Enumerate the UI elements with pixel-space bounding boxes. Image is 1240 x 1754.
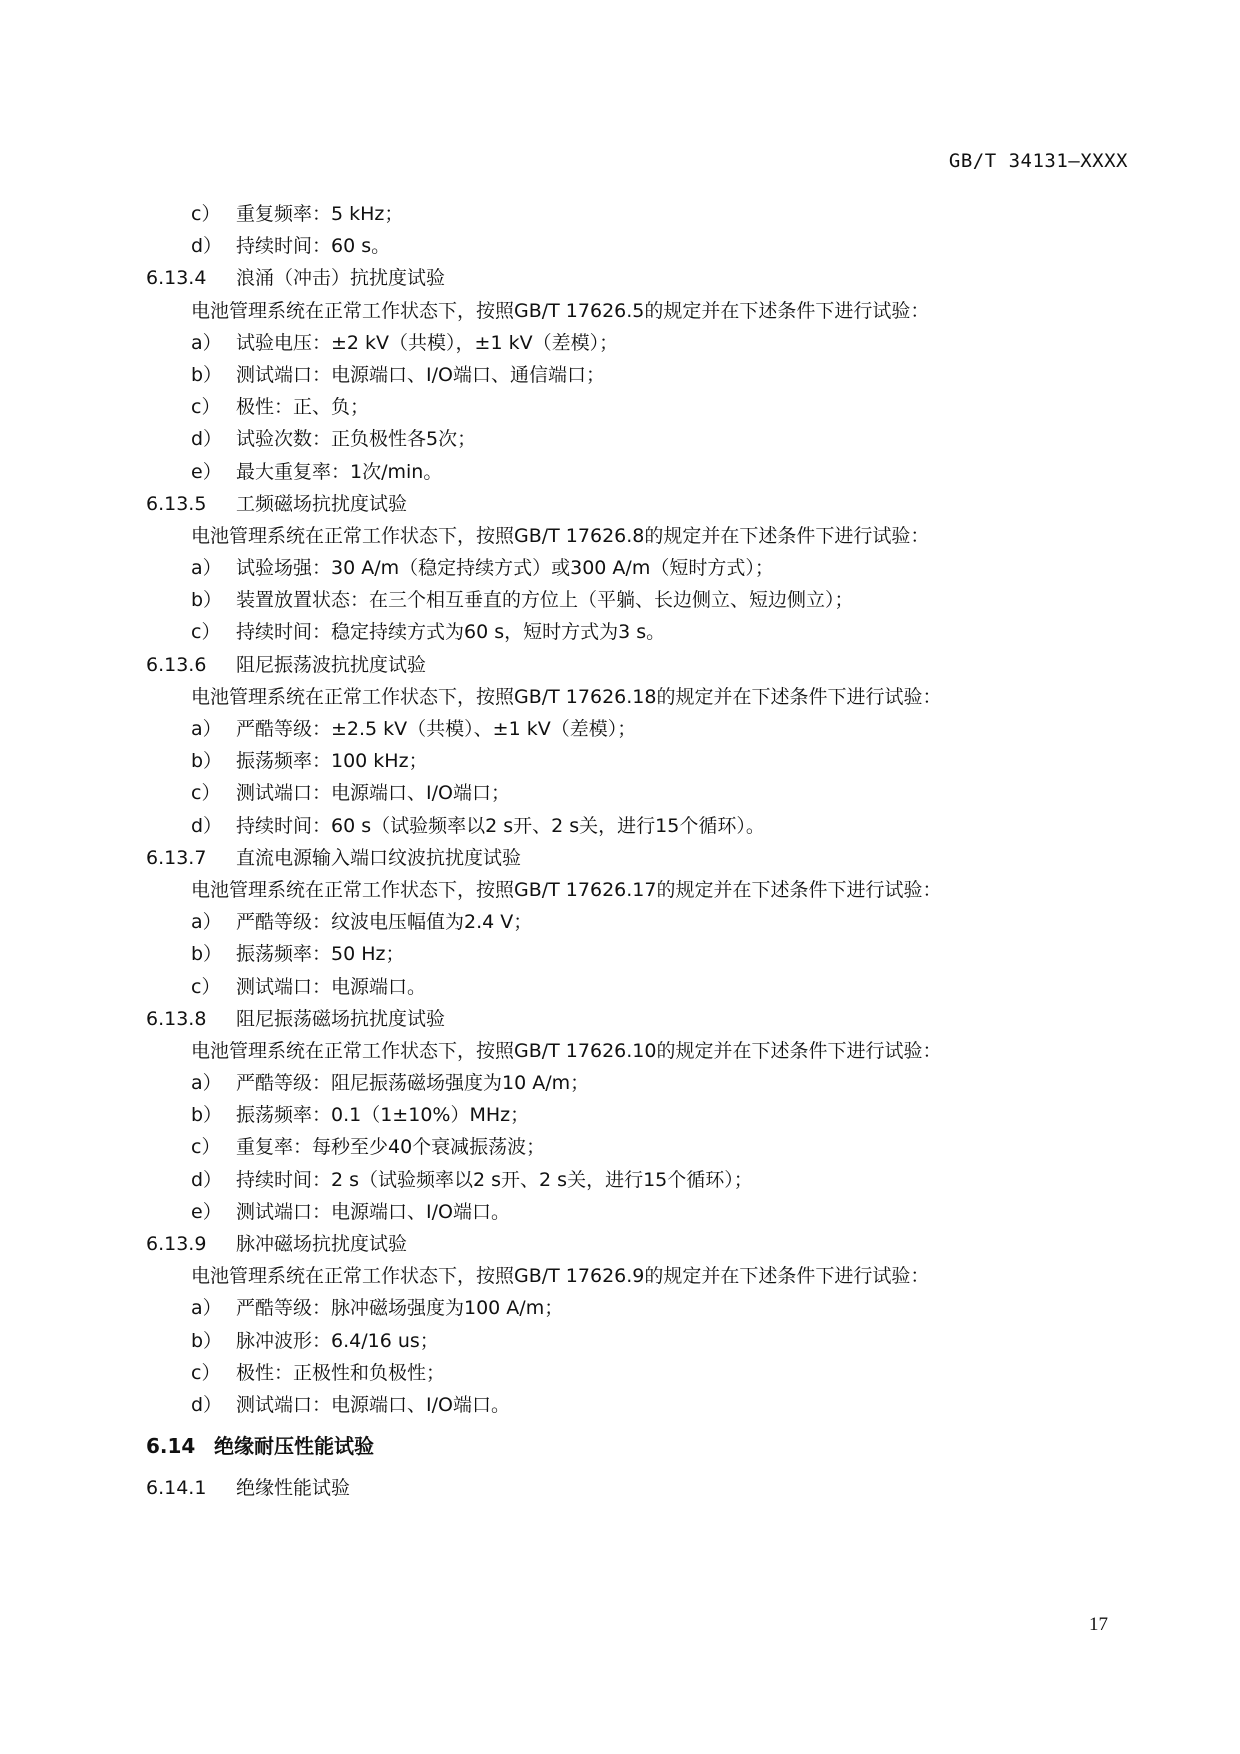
clause-intro: 电池管理系统在正常工作状态下，按照GB/T 17626.9的规定并在下述条件下进行试验： (191, 1265, 930, 1288)
subsection-heading (146, 1469, 1136, 1507)
list-item-text: 试验次数：正负极性各5次； (236, 428, 477, 451)
list-item (146, 971, 1136, 1003)
list-item (146, 391, 1136, 423)
list-item (146, 938, 1136, 970)
page-number: 17 (1089, 1614, 1108, 1635)
list-item-text: 振荡频率：100 kHz； (236, 750, 428, 773)
subsection-title: 绝缘性能试验 (236, 1477, 351, 1500)
list-item (146, 584, 1136, 616)
clause-heading (146, 1003, 1136, 1035)
list-item-marker: d） (191, 1393, 223, 1416)
list-item-marker: d） (191, 814, 223, 837)
list-item (146, 1131, 1136, 1163)
list-item-marker: c） (191, 975, 221, 998)
list-item-text: 测试端口：电源端口、I/O端口； (236, 782, 510, 805)
list-item-marker: e） (191, 460, 222, 483)
clause-heading (146, 262, 1136, 294)
clause-title: 工频磁场抗扰度试验 (236, 492, 408, 515)
list-item-marker: a） (191, 911, 222, 934)
subsection-number: 6.14.1 (146, 1477, 207, 1500)
list-item-text: 严酷等级：脉冲磁场强度为100 A/m； (236, 1297, 564, 1320)
list-item-marker: e） (191, 1200, 222, 1223)
list-item (146, 745, 1136, 777)
clause-title: 浪涌（冲击）抗扰度试验 (236, 267, 446, 290)
clause-number: 6.13.6 (146, 653, 207, 676)
list-item-marker: d） (191, 1168, 223, 1191)
list-item (146, 198, 1136, 230)
list-item-text: 极性：正、负； (236, 396, 370, 419)
list-item-marker: c） (191, 621, 221, 644)
clause-intro: 电池管理系统在正常工作状态下，按照GB/T 17626.8的规定并在下述条件下进行试验： (191, 524, 930, 547)
clause-title: 直流电源输入端口纹波抗扰度试验 (236, 846, 522, 869)
continuation-list (146, 198, 1136, 262)
section-title: 绝缘耐压性能试验 (214, 1434, 374, 1459)
clause-intro: 电池管理系统在正常工作状态下，按照GB/T 17626.5的规定并在下述条件下进行试验： (191, 299, 930, 322)
list-item-marker: c） (191, 396, 221, 419)
list-item-marker: a） (191, 557, 222, 580)
list-item (146, 327, 1136, 359)
list-item (146, 1292, 1136, 1324)
list-item-text: 极性：正极性和负极性； (236, 1361, 446, 1384)
list-item-marker: a） (191, 1072, 222, 1095)
section-heading (146, 1427, 1136, 1465)
section-number: 6.14 (146, 1434, 196, 1459)
list-item-text: 重复频率：5 kHz； (236, 203, 404, 225)
clause-title: 阻尼振荡磁场抗扰度试验 (236, 1007, 446, 1030)
clause-heading (146, 842, 1136, 874)
clause-number: 6.13.8 (146, 1007, 207, 1030)
list-item-text: 严酷等级：阻尼振荡磁场强度为10 A/m； (236, 1072, 590, 1095)
list-item (146, 1164, 1136, 1196)
list-item-text: 脉冲波形：6.4/16 us； (236, 1329, 439, 1352)
list-item-text: 持续时间：2 s（试验频率以2 s开、2 s关，进行15个循环）； (236, 1168, 753, 1191)
list-item (146, 713, 1136, 745)
list-item (146, 616, 1136, 648)
standard-code: GB/T 34131—XXXX (948, 150, 1128, 172)
list-item-text: 持续时间：稳定持续方式为60 s，短时方式为3 s。 (236, 621, 666, 644)
list-item-text: 持续时间：60 s（试验频率以2 s开、2 s关，进行15个循环）。 (236, 814, 765, 837)
list-item-text: 最大重复率：1次/min。 (236, 460, 443, 483)
list-item-marker: b） (191, 1104, 223, 1127)
list-item-text: 持续时间：60 s。 (236, 235, 391, 258)
list-item (146, 230, 1136, 262)
list-item-marker: d） (191, 235, 223, 258)
list-item (146, 1196, 1136, 1228)
list-item-marker: b） (191, 750, 223, 773)
list-item-text: 装置放置状态：在三个相互垂直的方位上（平躺、长边侧立、短边侧立）； (236, 589, 854, 612)
list-item (146, 1389, 1136, 1421)
clause (146, 649, 1136, 842)
list-item (146, 906, 1136, 938)
clause-intro: 电池管理系统在正常工作状态下，按照GB/T 17626.10的规定并在下述条件下进行试验： (191, 1039, 942, 1062)
list-item (146, 1099, 1136, 1131)
list-item-marker: a） (191, 331, 222, 354)
list-item-text: 测试端口：电源端口、I/O端口。 (236, 1393, 510, 1416)
list-item-marker: a） (191, 718, 222, 740)
list-item-text: 试验场强：30 A/m（稳定持续方式）或300 A/m（短时方式）； (236, 557, 774, 580)
clause-list (146, 262, 1136, 1421)
clause-number: 6.13.7 (146, 846, 207, 869)
list-item-marker: c） (191, 782, 221, 805)
clause-number: 6.13.4 (146, 267, 207, 290)
clause (146, 262, 1136, 487)
list-item-text: 重复率：每秒至少40个衰减振荡波； (236, 1136, 546, 1159)
list-item-text: 试验电压：±2 kV（共模），±1 kV（差模）； (236, 331, 619, 354)
list-item-text: 严酷等级：±2.5 kV（共模）、±1 kV（差模）； (236, 718, 637, 740)
clause-heading (146, 649, 1136, 681)
clause (146, 488, 1136, 649)
list-item-marker: c） (191, 1136, 221, 1159)
clause-intro: 电池管理系统在正常工作状态下，按照GB/T 17626.17的规定并在下述条件下进行试验： (191, 878, 942, 901)
clause-heading (146, 488, 1136, 520)
list-item-text: 测试端口：电源端口。 (236, 975, 427, 998)
clause (146, 842, 1136, 1003)
clause (146, 1228, 1136, 1421)
list-item-marker: b） (191, 943, 223, 966)
list-item-marker: b） (191, 589, 223, 612)
clause-number: 6.13.9 (146, 1233, 207, 1255)
list-item-marker: a） (191, 1297, 222, 1320)
list-item (146, 1357, 1136, 1389)
list-item-text: 严酷等级：纹波电压幅值为2.4 V； (236, 911, 533, 934)
list-item (146, 456, 1136, 488)
list-item-marker: b） (191, 363, 223, 386)
list-item-text: 振荡频率：0.1（1±10%）MHz； (236, 1104, 530, 1127)
list-item-text: 振荡频率：50 Hz； (236, 943, 405, 966)
clause-number: 6.13.5 (146, 492, 207, 515)
list-item-marker: b） (191, 1329, 223, 1352)
list-item-text: 测试端口：电源端口、I/O端口。 (236, 1200, 510, 1223)
list-item-text: 测试端口：电源端口、I/O端口、通信端口； (236, 363, 605, 386)
clause-heading (146, 1228, 1136, 1260)
list-item (146, 810, 1136, 842)
list-item (146, 1067, 1136, 1099)
clause-title: 脉冲磁场抗扰度试验 (236, 1233, 408, 1255)
list-item (146, 423, 1136, 455)
clause-intro: 电池管理系统在正常工作状态下，按照GB/T 17626.18的规定并在下述条件下进行试验： (191, 685, 942, 708)
list-item-marker: c） (191, 1361, 221, 1384)
document-body (146, 198, 1136, 1507)
list-item (146, 1325, 1136, 1357)
list-item-marker: c） (191, 203, 221, 225)
list-item (146, 359, 1136, 391)
clause (146, 1003, 1136, 1228)
list-item-marker: d） (191, 428, 223, 451)
clause-title: 阻尼振荡波抗扰度试验 (236, 653, 427, 676)
list-item (146, 552, 1136, 584)
list-item (146, 777, 1136, 809)
